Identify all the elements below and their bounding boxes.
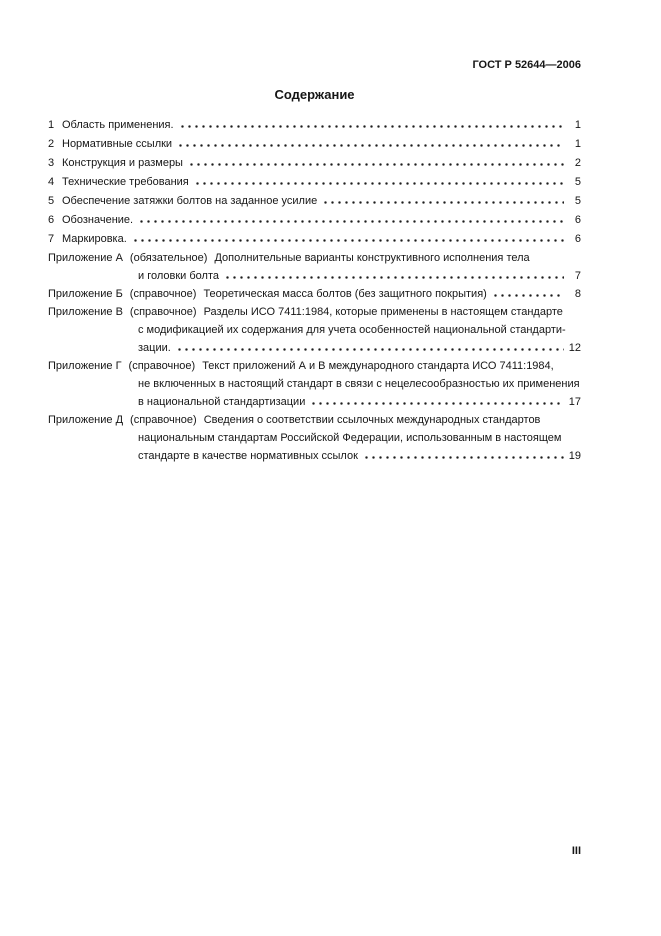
appendix-first-line [48, 288, 581, 306]
page-title: Содержание [274, 87, 355, 102]
appendix-first-line [48, 252, 581, 270]
appendix-text: не включенных в настоящий стандарт в связи с нецелесообразностью их применения [138, 378, 580, 390]
chapter-number: 3 [48, 157, 55, 169]
appendix-kind: (справочное) [129, 288, 197, 300]
appendix-kind: (обязательное) [129, 252, 208, 264]
chapter-page-number: 6 [574, 233, 581, 245]
dot-leader [179, 125, 564, 128]
appendix-kind: (справочное) [128, 360, 196, 372]
chapter-page-number: 5 [574, 195, 581, 207]
appendix-first-line [48, 306, 581, 324]
toc-chapter-row [48, 176, 581, 195]
appendix-text: национальным стандартам Российской Федерации, использованным в настоящем [138, 432, 562, 444]
toc-appendix-entry [48, 288, 581, 306]
appendix-continuation-line [48, 324, 581, 342]
appendix-continuation-line [48, 396, 581, 414]
toc-chapter-row [48, 233, 581, 252]
chapter-page-number: 5 [574, 176, 581, 188]
appendix-text: в национальной стандартизации [138, 396, 306, 408]
chapter-page-number: 2 [574, 157, 581, 169]
toc-chapter-row [48, 138, 581, 157]
chapter-number: 1 [48, 119, 55, 131]
appendix-first-line [48, 360, 581, 378]
page-content [48, 58, 581, 468]
toc-appendix-entry [48, 306, 581, 360]
appendix-text: Разделы ИСО 7411:1984, которые применены в настоящем стандарте [203, 306, 563, 318]
dot-leader [310, 402, 564, 405]
appendix-page-number: 19 [568, 450, 581, 462]
appendix-kind: (справочное) [129, 306, 197, 318]
appendix-name: Приложение Д [48, 414, 124, 426]
dot-leader [322, 201, 564, 204]
chapter-page-number: 1 [574, 138, 581, 150]
appendix-text: с модификацией их содержания для учета особенностей национальной стандарти- [138, 324, 566, 336]
chapter-number: 5 [48, 195, 55, 207]
appendix-text: Текст приложений А и В международного стандарта ИСО 7411:1984, [202, 360, 554, 372]
document-code: ГОСТ Р 52644—2006 [472, 59, 581, 71]
appendix-name: Приложение А [48, 252, 123, 264]
appendix-continuation-line [48, 432, 581, 450]
dot-leader [176, 348, 564, 351]
toc-appendix-entry [48, 360, 581, 414]
table-of-contents [48, 119, 581, 468]
appendix-name: Приложение Б [48, 288, 123, 300]
appendix-kind: (справочное) [130, 414, 197, 426]
dot-leader [363, 456, 564, 459]
dot-leader [138, 220, 564, 223]
appendix-page-number: 17 [568, 396, 581, 408]
chapter-number: 4 [48, 176, 55, 188]
chapter-number: 7 [48, 233, 55, 245]
appendix-page-number: 8 [574, 288, 581, 300]
dot-leader [188, 163, 564, 166]
appendix-continuation-line [48, 270, 581, 288]
appendix-text: зации. [138, 342, 171, 354]
toc-appendix-entry [48, 414, 581, 468]
toc-chapter-row [48, 119, 581, 138]
dot-leader [132, 239, 564, 242]
chapter-title: Область применения. [62, 119, 174, 131]
toc-chapter-list [48, 119, 581, 252]
chapter-title: Технические требования [62, 176, 189, 188]
chapter-page-number: 1 [574, 119, 581, 131]
toc-chapter-row [48, 214, 581, 233]
dot-leader [492, 294, 564, 297]
toc-appendix-list [48, 252, 581, 468]
chapter-number: 2 [48, 138, 55, 150]
appendix-text: Теоретическая масса болтов (без защитного покрытия) [203, 288, 487, 300]
toc-chapter-row [48, 157, 581, 176]
chapter-page-number: 6 [574, 214, 581, 226]
appendix-text: и головки болта [138, 270, 219, 282]
appendix-text: стандарте в качестве нормативных ссылок [138, 450, 358, 462]
chapter-title: Обеспечение затяжки болтов на заданное усилие [62, 195, 318, 207]
chapter-title: Обозначение. [62, 214, 134, 226]
toc-chapter-row [48, 195, 581, 214]
chapter-title: Маркировка. [62, 233, 127, 245]
chapter-title: Конструкция и размеры [62, 157, 183, 169]
appendix-first-line [48, 414, 581, 432]
chapter-title: Нормативные ссылки [62, 138, 173, 150]
dot-leader [194, 182, 564, 185]
appendix-continuation-line [48, 342, 581, 360]
appendix-text: Сведения о соответствии ссылочных международных стандартов [203, 414, 541, 426]
appendix-page-number: 7 [574, 270, 581, 282]
appendix-continuation-line [48, 450, 581, 468]
appendix-text: Дополнительные варианты конструктивного исполнения тела [214, 252, 530, 264]
page-number-footer: III [571, 845, 581, 857]
appendix-continuation-line [48, 378, 581, 396]
appendix-name: Приложение В [48, 306, 123, 318]
dot-leader [224, 276, 564, 279]
toc-appendix-entry [48, 252, 581, 288]
appendix-name: Приложение Г [48, 360, 122, 372]
chapter-number: 6 [48, 214, 55, 226]
appendix-page-number: 12 [568, 342, 581, 354]
dot-leader [177, 144, 564, 147]
